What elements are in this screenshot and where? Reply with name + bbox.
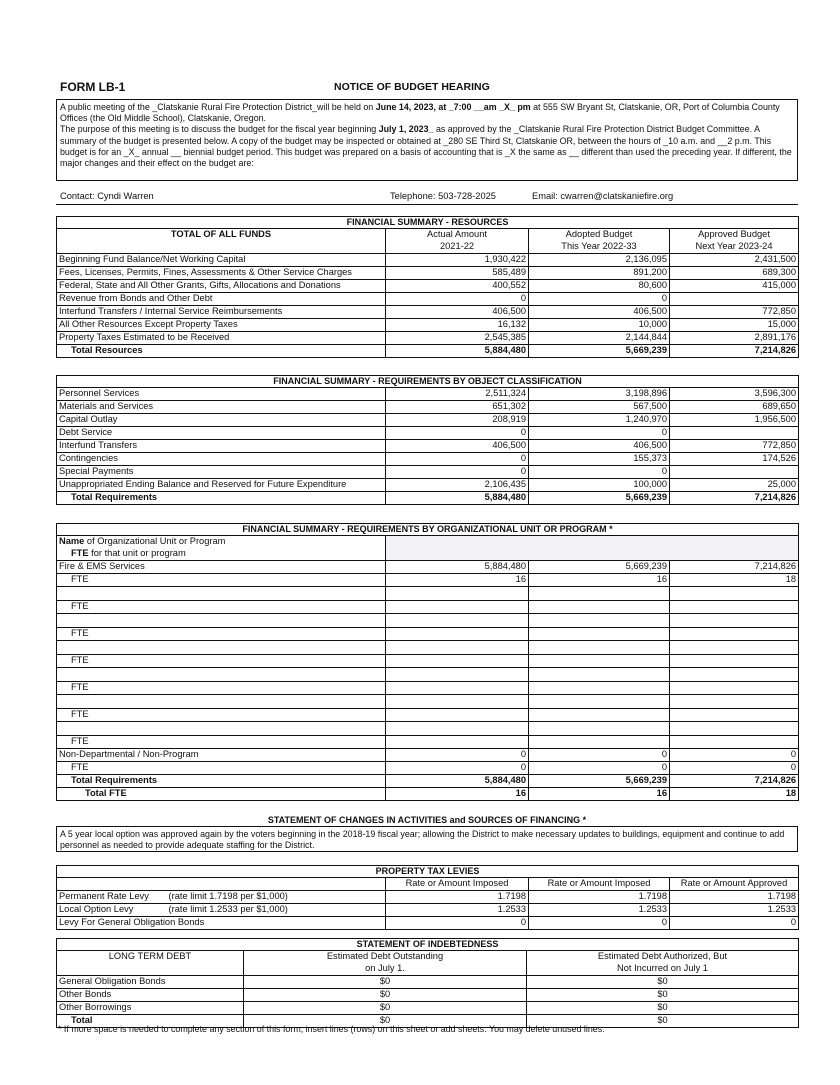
tax-col1-header: Rate or Amount Imposed: [386, 878, 529, 891]
table-row: General Obligation Bonds $0 $0: [57, 976, 799, 989]
tax-caption: PROPERTY TAX LEVIES: [57, 866, 799, 878]
total-requirements-row: Total Requirements 5,884,480 5,669,239 7,214,826: [57, 492, 799, 505]
debt-caption: STATEMENT OF INDEBTEDNESS: [57, 939, 799, 951]
form-id: FORM LB-1: [60, 80, 126, 94]
table-row: Other Borrowings $0 $0: [57, 1002, 799, 1015]
table-row: Capital Outlay 208,919 1,240,970 1,956,500: [57, 414, 799, 427]
contact-email: Email: cwarren@clatskaniefire.org: [532, 191, 674, 201]
resources-caption: FINANCIAL SUMMARY - RESOURCES: [57, 217, 799, 229]
col-adopted-year: This Year 2022-33: [529, 241, 670, 254]
form-header: [60, 80, 800, 94]
org-name-header: Name of Organizational Unit or Program: [57, 536, 386, 549]
table-row: Debt Service 0 0: [57, 427, 799, 440]
table-row: Special Payments 0 0: [57, 466, 799, 479]
tax-col3-header: Rate or Amount Approved: [670, 878, 799, 891]
contact-phone: Telephone: 503-728-2025: [390, 191, 496, 201]
requirements-org-table: [56, 523, 799, 801]
org-fte-header: FTE for that unit or program: [57, 548, 386, 561]
table-row: Levy For General Obligation Bonds 0 0 0: [57, 917, 799, 930]
contact-line: [58, 191, 798, 205]
col-actual-year: 2021-22: [386, 241, 529, 254]
table-row: Unappropriated Ending Balance and Reserved for Future Expenditure 2,106,435 100,000 25,000: [57, 479, 799, 492]
changes-caption: STATEMENT OF CHANGES IN ACTIVITIES and SOURCES OF FINANCING *: [267, 815, 587, 825]
table-row: FTE: [57, 736, 799, 749]
table-row: Interfund Transfers 406,500 406,500 772,850: [57, 440, 799, 453]
long-term-debt-header: LONG TERM DEBT: [57, 951, 244, 976]
table-row: FTE: [57, 628, 799, 641]
debt-authorized-header: Estimated Debt Authorized, But: [527, 951, 799, 964]
page-title: NOTICE OF BUDGET HEARING: [334, 81, 490, 93]
col-adopted-header: Adopted Budget: [529, 229, 670, 242]
table-row: FTE: [57, 601, 799, 614]
total-resources-row: Total Resources 5,884,480 5,669,239 7,214,826: [57, 345, 799, 358]
table-row: Non-Departmental / Non-Program 0 0 0: [57, 749, 799, 762]
table-row: Other Bonds $0 $0: [57, 989, 799, 1002]
table-row: Property Taxes Estimated to be Received 2,545,385 2,144,844 2,891,176: [57, 332, 799, 345]
changes-statement: A 5 year local option was approved again by the voters beginning in the 2018-19 fiscal year; allowing the District to make necessary updates to buildings, equipment and continue to add personnel as needed to provide adequate staffing for the District.: [56, 826, 798, 852]
debt-outstanding-header: Estimated Debt Outstanding: [244, 951, 527, 964]
table-row: Local Option Levy (rate limit 1.2533 per $1,000) 1.2533 1.2533 1.2533: [57, 904, 799, 917]
table-row: Materials and Services 651,302 567,500 689,650: [57, 401, 799, 414]
table-row: Beginning Fund Balance/Net Working Capital 1,930,422 2,136,095 2,431,500: [57, 254, 799, 267]
notice-paragraph-1: A public meeting of the _Clatskanie Rural Fire Protection District_will be held on June 14, 2023, at _7:00 __am _X_ pm at 555 SW Bryant St, Clatskanie, OR, Port of Columbia County Offices (the Old Middle School), Clatskanie, Oregon.: [60, 102, 780, 124]
tax-col2-header: Rate or Amount Imposed: [529, 878, 670, 891]
resources-table: [56, 216, 799, 358]
contact-name: Contact: Cyndi Warren: [60, 191, 154, 201]
debt-total-row: Total $0 $0: [57, 1015, 799, 1028]
table-row: Interfund Transfers / Internal Service Reimbursements 406,500 406,500 772,850: [57, 306, 799, 319]
total-fte-row: Total FTE 16 16 18: [57, 788, 799, 801]
total-all-funds-header: TOTAL OF ALL FUNDS: [57, 229, 386, 254]
table-row: Fire & EMS Services 5,884,480 5,669,239 7,214,826: [57, 561, 799, 574]
table-row: Personnel Services 2,511,324 3,198,896 3,596,300: [57, 388, 799, 401]
table-row: Fees, Licenses, Permits, Fines, Assessments & Other Service Charges 585,489 891,200 689,300: [57, 267, 799, 280]
table-row: FTE: [57, 709, 799, 722]
table-row: FTE: [57, 682, 799, 695]
table-row: Federal, State and All Other Grants, Gifts, Allocations and Donations 400,552 80,600 415,000: [57, 280, 799, 293]
col-approved-header: Approved Budget: [670, 229, 799, 242]
meeting-notice: [56, 99, 798, 181]
table-row: All Other Resources Except Property Taxes 16,132 10,000 15,000: [57, 319, 799, 332]
col-approved-year: Next Year 2023-24: [670, 241, 799, 254]
table-row: FTE 16 16 18: [57, 574, 799, 587]
table-row: Contingencies 0 155,373 174,526: [57, 453, 799, 466]
org-total-requirements-row: Total Requirements 5,884,480 5,669,239 7,214,826: [57, 775, 799, 788]
table-row: FTE: [57, 655, 799, 668]
requirements-object-caption: FINANCIAL SUMMARY - REQUIREMENTS BY OBJECT CLASSIFICATION: [57, 376, 799, 388]
requirements-org-caption: FINANCIAL SUMMARY - REQUIREMENTS BY ORGANIZATIONAL UNIT OR PROGRAM *: [57, 524, 799, 536]
debt-authorized-date: Not Incurred on July 1: [527, 963, 799, 976]
notice-paragraph-2: The purpose of this meeting is to discuss the budget for the fiscal year beginning July 1, 2023_ as approved by the _Clatskanie Rural Fire Protection District Budget Committee. A summary of the budget is presented below. A copy of the budget may be inspected or obtained at _280 SE Third St, Clatskanie OR, between the hours of _10 a.m. and __2 p.m. This budget is for an _X_ annual __ biennial budget period. This budget was prepared on a basis of accounting that is _X the same as __ different than used the preceding year. If different, the major changes and their effect on the budget are:: [60, 124, 792, 169]
indebtedness-table: [56, 938, 799, 1028]
debt-outstanding-date: on July 1.: [244, 963, 527, 976]
table-row: FTE 0 0 0: [57, 762, 799, 775]
requirements-object-table: [56, 375, 799, 505]
footnote: * If more space is needed to complete any section of this form, insert lines (rows) on this sheet or add sheets. You may delete unused lines.: [58, 1024, 605, 1034]
table-row: Revenue from Bonds and Other Debt 0 0: [57, 293, 799, 306]
tax-levies-table: [56, 865, 799, 930]
col-actual-header: Actual Amount: [386, 229, 529, 242]
table-row: Permanent Rate Levy (rate limit 1.7198 per $1,000) 1.7198 1.7198 1.7198: [57, 891, 799, 904]
